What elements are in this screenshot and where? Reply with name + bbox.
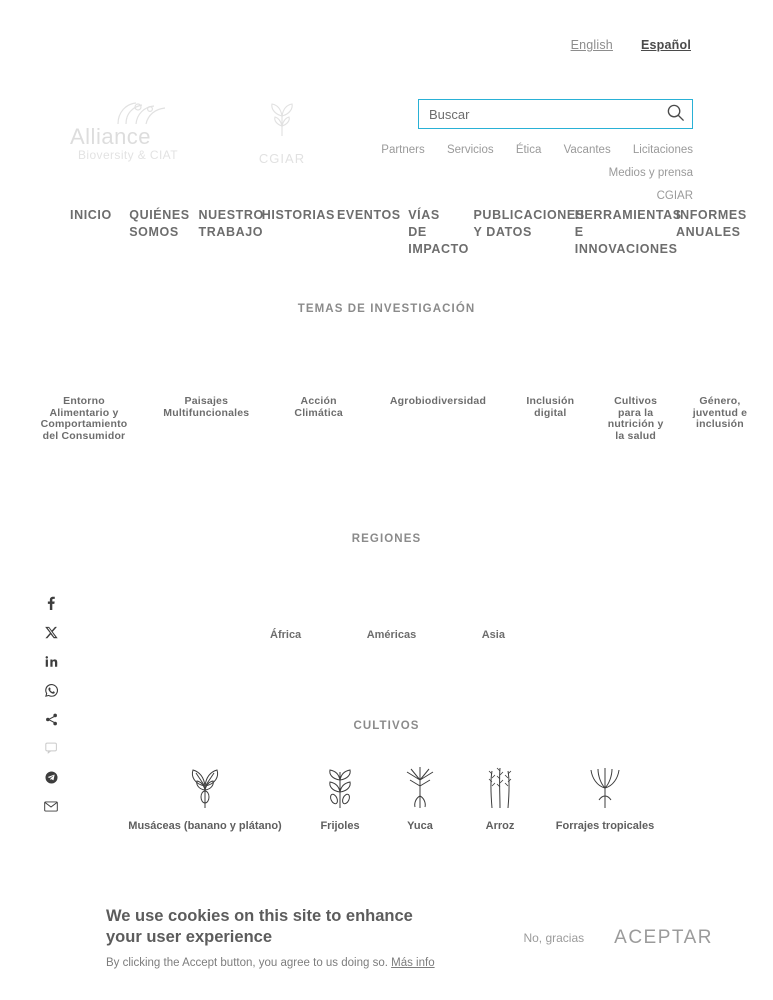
crop-label-arroz: Arroz — [485, 820, 515, 832]
topic-item-entorno-alimentario[interactable]: Entorno Alimentario y Comportamiento del Consumidor — [40, 395, 128, 442]
share-rail — [38, 596, 64, 813]
topic-item-inclusion-digital[interactable]: Inclusión digital — [526, 395, 575, 419]
utility-nav-item-licitaciones[interactable]: Licitaciones — [632, 144, 693, 156]
comment-icon[interactable] — [38, 741, 64, 755]
topic-item-cultivos-nutricion-salud[interactable]: Cultivos para la nutrición y la salud — [607, 395, 664, 442]
nav-item-inicio[interactable]: INICIO — [70, 208, 112, 222]
crop-item-frijoles[interactable] — [310, 766, 370, 832]
cgiar-logo-mark-icon — [242, 100, 322, 151]
x-twitter-icon[interactable] — [38, 625, 64, 639]
share-nodes-icon[interactable] — [38, 712, 64, 726]
crop-item-musaceas[interactable] — [120, 766, 290, 832]
search-input[interactable] — [419, 100, 658, 128]
utility-nav-item-partners[interactable]: Partners — [381, 144, 425, 156]
email-icon[interactable] — [38, 799, 64, 813]
regions-list — [270, 629, 505, 641]
rice-plant-icon — [470, 766, 530, 810]
cookie-actions — [523, 927, 713, 949]
nav-item-informes-anuales[interactable]: INFORMES ANUALES — [676, 208, 747, 239]
cgiar-logo-wordmark: CGIAR — [258, 151, 306, 166]
utility-nav-item-cgiar[interactable]: CGIAR — [656, 190, 693, 202]
utility-nav-item-servicios[interactable]: Servicios — [446, 144, 494, 156]
cookie-subtitle-text: By clicking the Accept button, you agree to us doing so. — [106, 957, 392, 969]
utility-nav-item-vacantes[interactable]: Vacantes — [563, 144, 611, 156]
alliance-logo[interactable] — [70, 100, 220, 170]
section-heading-regiones: REGIONES — [351, 533, 422, 545]
search-icon — [666, 103, 685, 125]
nav-item-vias-de-impacto[interactable]: VÍAS DE IMPACTO — [408, 208, 469, 256]
language-link-spanish[interactable]: Español — [640, 38, 691, 52]
cookie-accept-button[interactable]: ACEPTAR — [614, 926, 713, 948]
section-heading-temas-de-investigacion: TEMAS DE INVESTIGACIÓN — [297, 303, 476, 315]
cookie-subtitle — [106, 957, 523, 969]
telegram-icon[interactable] — [38, 770, 64, 784]
cookie-banner — [0, 875, 773, 1000]
nav-item-herramientas-e-innovaciones[interactable]: HERRAMIENTAS E INNOVACIONES — [574, 208, 682, 256]
banana-plant-icon — [120, 766, 290, 810]
alliance-logo-subtitle: Bioversity & CIAT — [78, 148, 178, 162]
alliance-logo-mark-icon — [112, 100, 172, 126]
region-item-asia[interactable]: Asia — [481, 629, 505, 641]
crop-item-forrajes-tropicales[interactable] — [550, 766, 660, 832]
crops-list — [120, 766, 660, 832]
alliance-logo-wordmark: Alliance — [70, 124, 152, 149]
cassava-plant-icon — [390, 766, 450, 810]
nav-item-historias[interactable]: HISTORIAS — [261, 208, 335, 222]
search-submit-button[interactable] — [658, 100, 692, 128]
section-heading-cultivos: CULTIVOS — [353, 720, 420, 732]
region-item-africa[interactable]: África — [270, 629, 302, 641]
utility-nav-item-medios-y-prensa[interactable]: Medios y prensa — [608, 167, 693, 179]
cookie-more-info-link[interactable]: Más info — [391, 957, 435, 969]
topic-item-genero-juventud-inclusion[interactable]: Género, juventud e inclusión — [692, 395, 748, 430]
cgiar-logo[interactable] — [242, 100, 322, 170]
crop-label-yuca: Yuca — [407, 820, 433, 832]
crop-label-forrajes-tropicales: Forrajes tropicales — [555, 820, 655, 832]
facebook-icon[interactable] — [38, 596, 64, 610]
topics-list — [36, 396, 750, 442]
bean-plant-icon — [310, 766, 370, 810]
crop-item-yuca[interactable] — [390, 766, 450, 832]
cookie-decline-button[interactable]: No, gracias — [523, 930, 585, 945]
logo-group — [70, 100, 322, 170]
whatsapp-icon[interactable] — [38, 683, 64, 697]
topic-item-agrobiodiversidad[interactable]: Agrobiodiversidad — [389, 395, 487, 407]
main-nav — [70, 207, 747, 258]
language-bar — [571, 38, 691, 52]
crop-item-arroz[interactable] — [470, 766, 530, 832]
forage-grass-icon — [550, 766, 660, 810]
search-box[interactable] — [418, 99, 693, 129]
nav-item-eventos[interactable]: EVENTOS — [337, 208, 401, 222]
topic-item-accion-climatica[interactable]: Acción Climática — [294, 395, 343, 419]
cookie-title: We use cookies on this site to enhance your user experience — [106, 907, 413, 946]
crop-label-musaceas: Musáceas (banano y plátano) — [128, 820, 282, 832]
utility-nav — [330, 139, 693, 208]
nav-item-nuestro-trabajo[interactable]: NUESTRO TRABAJO — [198, 208, 264, 239]
region-item-americas[interactable]: Américas — [366, 629, 417, 641]
linkedin-icon[interactable] — [38, 654, 64, 668]
crop-label-frijoles: Frijoles — [320, 820, 360, 832]
nav-item-publicaciones-y-datos[interactable]: PUBLICACIONES Y DATOS — [473, 208, 585, 239]
utility-nav-item-etica[interactable]: Ética — [515, 144, 542, 156]
nav-item-quienes-somos[interactable]: QUIÉNES SOMOS — [129, 208, 190, 239]
topic-item-paisajes-multifuncionales[interactable]: Paisajes Multifuncionales — [163, 395, 250, 419]
cookie-text-block — [106, 906, 523, 969]
language-link-english[interactable]: English — [570, 38, 613, 52]
